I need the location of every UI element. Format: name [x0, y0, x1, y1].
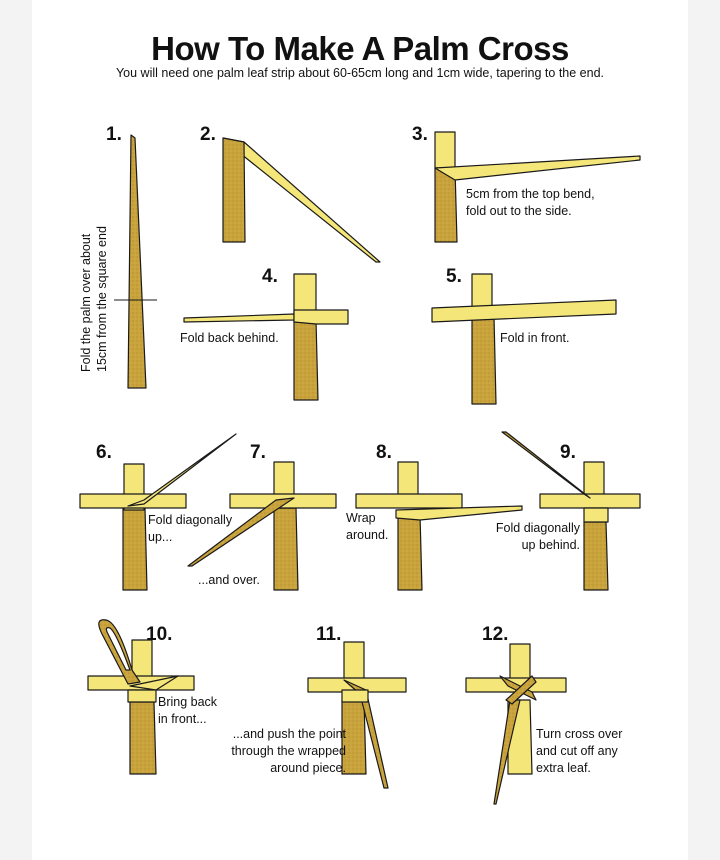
step-10-caption: Bring back in front... — [158, 695, 218, 726]
step-6-number: 6. — [96, 442, 112, 463]
step-12-figure — [466, 644, 566, 804]
step-9-number: 9. — [560, 442, 576, 463]
step-10-number: 10. — [146, 624, 173, 645]
step-12-number: 12. — [482, 624, 509, 645]
step-8-caption: Wrap around. — [346, 511, 389, 542]
step-2-number: 2. — [200, 124, 216, 145]
step-2-figure — [223, 138, 380, 262]
page-subtitle: You will need one palm leaf strip about 60-65cm long and 1cm wide, tapering to the end. — [115, 66, 605, 80]
step-8-number: 8. — [376, 442, 392, 463]
step-1-caption: Fold the palm over about 15cm from the square end — [79, 226, 109, 372]
step-5-number: 5. — [446, 266, 462, 287]
step-4-number: 4. — [262, 266, 278, 287]
step-5-caption: Fold in front. — [500, 331, 570, 345]
step-7-number: 7. — [250, 442, 266, 463]
step-9-caption: Fold diagonally up behind. — [495, 521, 580, 552]
step-1-number: 1. — [106, 124, 122, 145]
step-6-caption: Fold diagonally up... — [148, 513, 233, 544]
step-7-caption: ...and over. — [198, 573, 260, 587]
step-12-caption: Turn cross over and cut off any extra leaf. — [536, 727, 623, 775]
step-1-figure — [114, 135, 157, 388]
page-title: How To Make A Palm Cross — [151, 30, 569, 67]
step-4-caption: Fold back behind. — [180, 331, 279, 345]
step-11-caption: ...and push the point through the wrapped around piece. — [231, 727, 346, 775]
step-3-number: 3. — [412, 124, 428, 145]
step-3-caption: 5cm from the top bend, fold out to the side. — [466, 187, 595, 218]
step-11-number: 11. — [316, 624, 342, 645]
